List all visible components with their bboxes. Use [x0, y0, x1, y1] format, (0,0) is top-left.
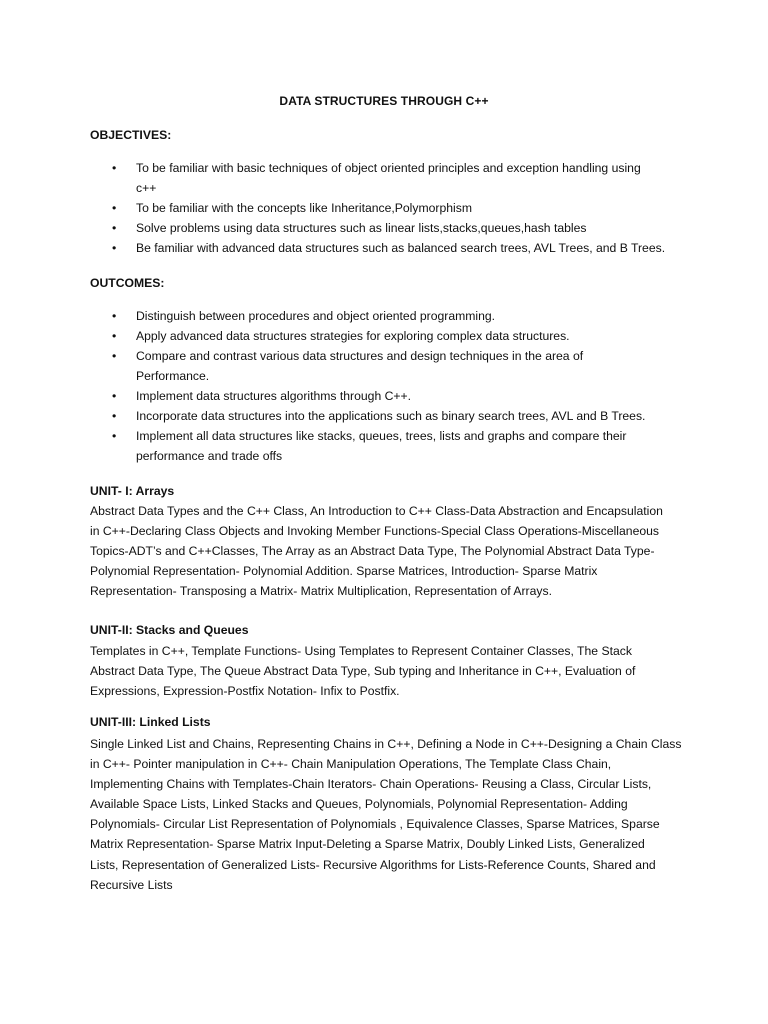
list-item: • Apply advanced data structures strategies for exploring complex data structures.: [112, 326, 684, 346]
objectives-list: [112, 158, 684, 258]
document-title: DATA STRUCTURES THROUGH C++: [279, 94, 489, 108]
list-item: • Distinguish between procedures and object oriented programming.: [112, 306, 684, 326]
list-item: • Implement data structures algorithms through C++.: [112, 386, 684, 406]
unit-3-heading: UNIT-III: Linked Lists: [90, 715, 211, 729]
unit-2-text: Templates in C++, Template Functions- Using Templates to Represent Container Classes, The Stack Abstract Data Type, The Queue Abstract Data Type, Sub typing and Inheritance in C++, Evaluation of Expressions, Expression-Postfix Notation- Infix to Postfix.: [90, 644, 636, 699]
unit-2-heading: UNIT-II: Stacks and Queues: [90, 623, 249, 637]
list-item: • To be familiar with basic techniques of object oriented principles and exception handling using c++: [112, 158, 684, 198]
outcomes-heading: OUTCOMES:: [90, 276, 165, 290]
list-item: • Solve problems using data structures such as linear lists,stacks,queues,hash tables: [112, 218, 684, 238]
objectives-heading: OBJECTIVES:: [90, 128, 172, 142]
list-item: • To be familiar with the concepts like Inheritance,Polymorphism: [112, 198, 684, 218]
list-item: • Be familiar with advanced data structures such as balanced search trees, AVL Trees, and B Trees.: [112, 238, 684, 258]
unit-1-text: Abstract Data Types and the C++ Class, An Introduction to C++ Class-Data Abstraction and Encapsulation in C++-Declaring Class Objects and Invoking Member Functions-Special Class Operations-Miscellaneous Topics-ADT’s and C++Classes, The Array as an Abstract Data Type, The Polynomial Abstract Data Type- Polynomial Representation- Polynomial Addition. Sparse Matrices, Introduction- Sparse Matrix Representation- Transposing a Matrix- Matrix Multiplication, Representation of Arrays.: [90, 504, 663, 599]
unit-1-heading: UNIT- I: Arrays: [90, 484, 175, 498]
list-item: • Implement all data structures like stacks, queues, trees, lists and graphs and compare their performance and trade offs: [112, 426, 684, 466]
list-item: • Compare and contrast various data structures and design techniques in the area of Performance.: [112, 346, 684, 386]
outcomes-list: [112, 306, 684, 466]
unit-3-text: Single Linked List and Chains, Representing Chains in C++, Defining a Node in C++-Designing a Chain Class in C++- Pointer manipulation in C++- Chain Manipulation Operations, The Template Class Chain, Implementing Chains with Templates-Chain Iterators- Chain Operations- Reusing a Class, Circular Lists, Available Space Lists, Linked Stacks and Queues, Polynomials, Polynomial Representation- Adding Polynomials- Circular List Representation of Polynomials , Equivalence Classes, Sparse Matrices, Sparse Matrix Representation- Sparse Matrix Input-Deleting a Sparse Matrix, Doubly Linked Lists, Generalized Lists, Representation of Generalized Lists- Recursive Algorithms for Lists-Reference Counts, Shared and Recursive Lists: [90, 737, 682, 892]
list-item: • Incorporate data structures into the applications such as binary search trees, AVL and B Trees.: [112, 406, 684, 426]
